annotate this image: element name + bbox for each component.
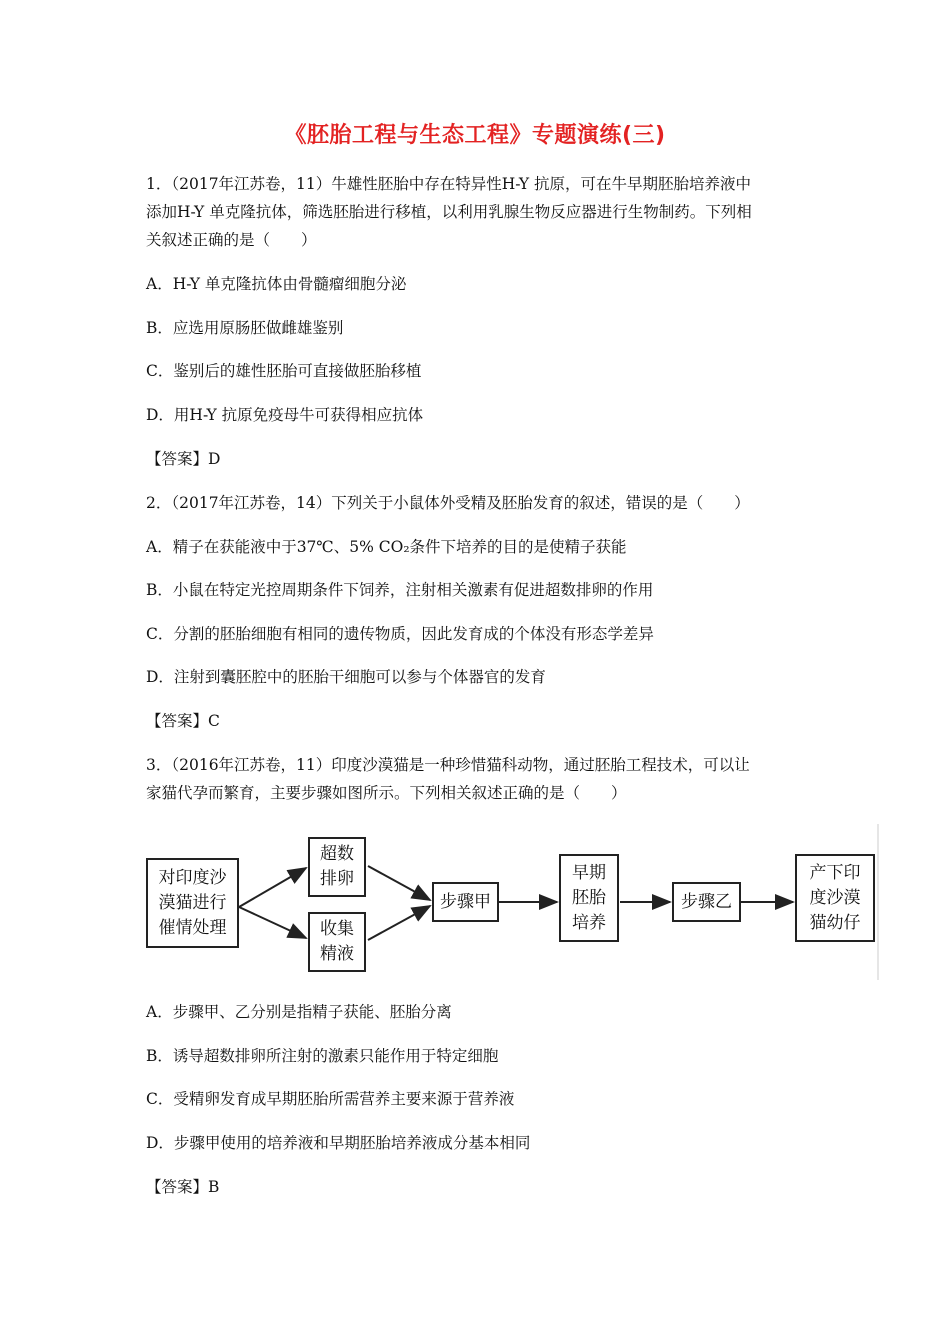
superovulation-box	[308, 837, 366, 897]
collect-semen-line-1: 收集	[320, 919, 354, 939]
q1-stem-line-1: 1．（2017年江苏卷，11）牛雄性胚胎中存在特异性H-Y 抗原，可在牛早期胚胎培养液中	[146, 175, 751, 193]
page-title: 《胚胎工程与生态工程》专题演练(三)	[284, 123, 666, 148]
q3-answer: 【答案】B	[146, 1178, 220, 1196]
superovulation-line-2: 排卵	[320, 869, 354, 889]
q1-stem-line-2: 添加H-Y 单克隆抗体，筛选胚胎进行移植，以利用乳腺生物反应器进行生物制药。下列相	[146, 203, 752, 221]
arrow-upper-to-step1	[368, 866, 430, 900]
offspring-box	[795, 854, 875, 942]
embryo-culture-line-3: 培养	[572, 912, 606, 933]
superovulation-line-1: 超数	[320, 844, 354, 864]
start-box-line-1: 对印度沙	[158, 867, 227, 888]
q3-option-c: C．受精卵发育成早期胚胎所需营养主要来源于营养液	[146, 1090, 515, 1108]
q1-option-c: C．鉴别后的雄性胚胎可直接做胚胎移植	[146, 362, 422, 380]
start-box	[146, 858, 239, 948]
step-jia-box	[432, 882, 499, 922]
offspring-line-1: 产下印	[809, 862, 861, 883]
start-box-line-2: 漠猫进行	[158, 892, 227, 913]
q2-stem-line-1: 2．（2017年江苏卷，14）下列关于小鼠体外受精及胚胎发育的叙述，错误的是（ ）	[146, 494, 750, 512]
step-yi-box	[672, 882, 741, 922]
offspring-line-2: 度沙漠	[809, 887, 861, 908]
q3-option-b: B．诱导超数排卵所注射的激素只能作用于特定细胞	[146, 1047, 499, 1065]
flow-arrows	[140, 822, 880, 982]
q1-answer: 【答案】D	[146, 450, 221, 468]
q3-option-a: A．步骤甲、乙分别是指精子获能、胚胎分离	[146, 1003, 452, 1021]
q3-stem-line-1: 3．（2016年江苏卷，11）印度沙漠猫是一种珍惜猫科动物，通过胚胎工程技术，可以让	[146, 756, 750, 774]
q1-option-b: B．应选用原肠胚做雌雄鉴别	[146, 319, 344, 337]
q2-option-c: C．分割的胚胎细胞有相同的遗传物质，因此发育成的个体没有形态学差异	[146, 625, 654, 643]
embryo-culture-line-2: 胚胎	[572, 887, 606, 908]
q3-stem-line-2: 家猫代孕而繁育，主要步骤如图所示。下列相关叙述正确的是（ ）	[146, 784, 627, 802]
start-box-line-3: 催情处理	[158, 917, 227, 938]
arrow-lower-to-step1	[368, 906, 430, 940]
offspring-line-3: 猫幼仔	[809, 912, 861, 933]
q2-answer: 【答案】C	[146, 712, 220, 730]
q2-option-a: A．精子在获能液中于37℃、5% CO₂条件下培养的目的是使精子获能	[146, 538, 627, 556]
collect-semen-box	[308, 912, 366, 972]
step-yi-label: 步骤乙	[681, 891, 732, 912]
collect-semen-line-2: 精液	[320, 944, 354, 964]
q2-option-b: B．小鼠在特定光控周期条件下饲养，注射相关激素有促进超数排卵的作用	[146, 581, 654, 599]
q1-stem-line-3: 关叙述正确的是（ ）	[146, 231, 317, 249]
q1-option-d: D．用H-Y 抗原免疫母牛可获得相应抗体	[146, 406, 424, 424]
step-jia-label: 步骤甲	[440, 891, 491, 912]
embryo-culture-line-1: 早期	[572, 862, 606, 883]
arrow-start-to-lower	[239, 907, 306, 938]
q2-option-d: D．注射到囊胚腔中的胚胎干细胞可以参与个体器官的发育	[146, 668, 546, 686]
arrow-start-to-upper	[239, 868, 306, 907]
q1-option-a: A．H-Y 单克隆抗体由骨髓瘤细胞分泌	[146, 275, 407, 293]
embryo-culture-box	[559, 854, 619, 942]
q3-option-d: D．步骤甲使用的培养液和早期胚胎培养液成分基本相同	[146, 1134, 531, 1152]
flow-diagram	[140, 822, 880, 982]
